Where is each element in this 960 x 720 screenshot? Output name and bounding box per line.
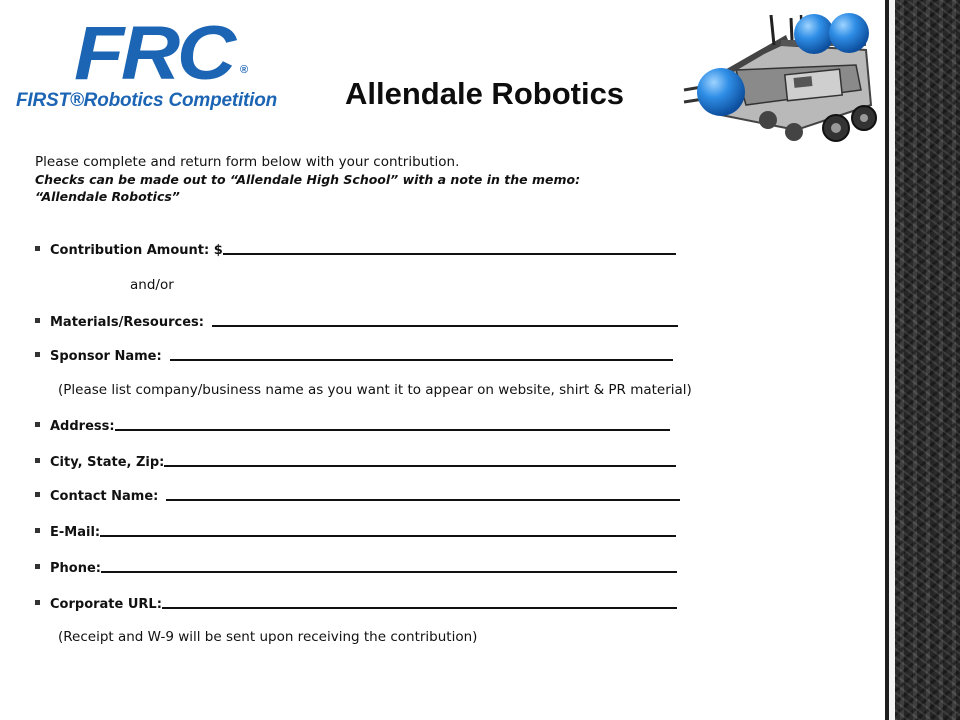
blank-line[interactable] <box>166 499 680 501</box>
materials-resources-field[interactable] <box>35 315 678 330</box>
instructions-line-1: Please complete and return form below with your contribution. <box>35 154 460 170</box>
email-field[interactable] <box>35 525 676 540</box>
and-or-text: and/or <box>130 277 174 293</box>
field-label: Corporate URL: <box>50 597 162 612</box>
frc-logo-tagline: FIRST®Robotics Competition <box>16 90 278 111</box>
field-label: Materials/Resources: <box>50 315 204 330</box>
contact-name-field[interactable] <box>35 489 680 504</box>
decorative-texture-strip <box>895 0 960 720</box>
blank-line[interactable] <box>223 253 676 255</box>
bullet-icon <box>35 246 40 251</box>
robot-image <box>676 10 886 155</box>
field-label: Contact Name: <box>50 489 159 504</box>
field-label: Phone: <box>50 561 101 576</box>
corporate-url-field[interactable] <box>35 597 677 612</box>
blank-line[interactable] <box>170 359 673 361</box>
frc-logo-wordmark: FRC <box>74 11 233 96</box>
blank-line[interactable] <box>115 429 670 431</box>
instructions-line-2: Checks can be made out to “Allendale High School” with a note in the memo: <box>35 172 581 187</box>
blank-line[interactable] <box>164 465 676 467</box>
blank-line[interactable] <box>101 571 677 573</box>
page-title: Allendale Robotics <box>345 76 625 111</box>
blank-line[interactable] <box>100 535 676 537</box>
phone-field[interactable] <box>35 561 677 576</box>
field-label: Contribution Amount: $ <box>50 243 223 258</box>
field-label: Sponsor Name: <box>50 349 162 364</box>
field-label: E-Mail: <box>50 525 101 540</box>
bullet-icon <box>35 564 40 569</box>
bullet-icon <box>35 318 40 323</box>
footer-note: (Receipt and W-9 will be sent upon receiving the contribution) <box>58 629 478 645</box>
instructions-line-3: “Allendale Robotics” <box>35 189 180 204</box>
sponsor-name-field[interactable] <box>35 349 673 364</box>
frc-logo-registered: ® <box>240 64 249 76</box>
instructions <box>35 154 580 205</box>
frc-logo <box>16 11 316 114</box>
city-state-zip-field[interactable] <box>35 455 676 470</box>
address-field[interactable] <box>35 419 670 434</box>
bullet-icon <box>35 492 40 497</box>
contribution-amount-field[interactable] <box>35 243 676 258</box>
field-label: Address: <box>50 419 115 434</box>
field-label: City, State, Zip: <box>50 455 165 470</box>
bullet-icon <box>35 422 40 427</box>
blank-line[interactable] <box>162 607 677 609</box>
bullet-icon <box>35 528 40 533</box>
bullet-icon <box>35 600 40 605</box>
sponsor-note: (Please list company/business name as you want it to appear on website, shirt & PR material) <box>58 382 692 398</box>
blank-line[interactable] <box>212 325 678 327</box>
bullet-icon <box>35 458 40 463</box>
bullet-icon <box>35 352 40 357</box>
